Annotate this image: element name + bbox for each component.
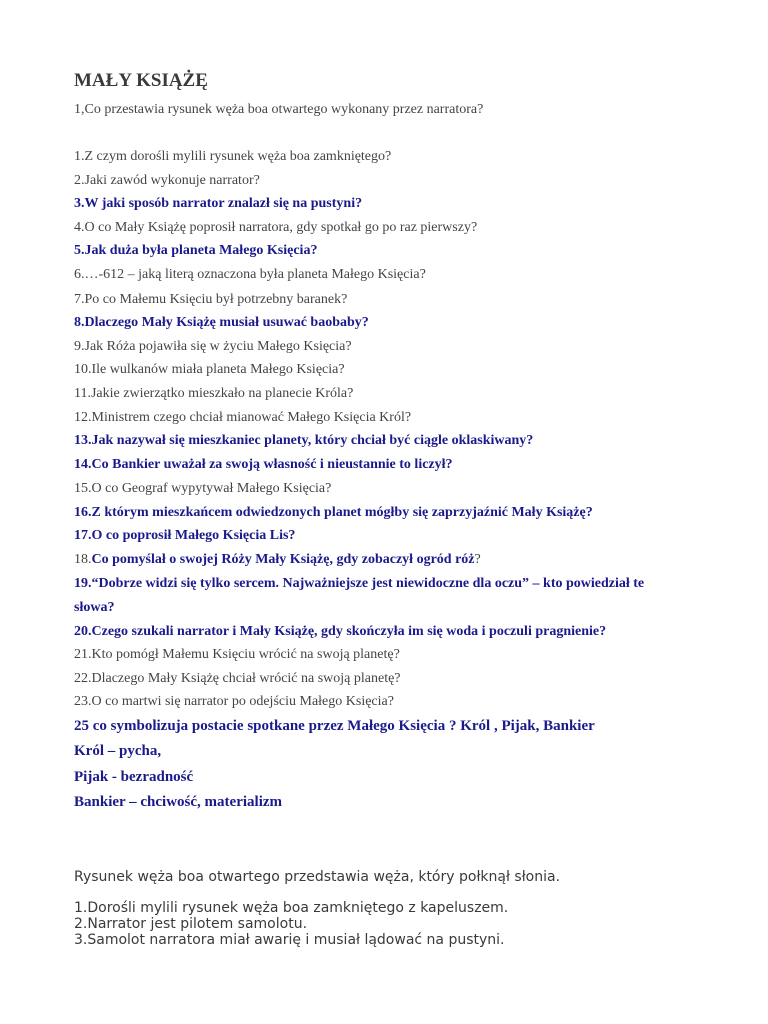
question-15: 15.O co Geograf wypytywał Małego Księcia? bbox=[74, 481, 332, 496]
symbol-krol: Król – pycha, bbox=[74, 743, 162, 759]
answer-intro: Rysunek węża boa otwartego przedstawia węża, który połknął słonia. bbox=[74, 869, 561, 885]
question-21: 21.Kto pomógł Małemu Księciu wrócić na swoją planetę? bbox=[74, 647, 400, 662]
question-2: 2.Jaki zawód wykonuje narrator? bbox=[74, 173, 260, 188]
question-18-text: Co pomyślał o swojej Róży Mały Książę, gdy zobaczył ogród róż bbox=[91, 552, 475, 567]
question-20: 20.Czego szukali narrator i Mały Książę, gdy skończyła im się woda i poczuli pragnienie? bbox=[74, 624, 607, 639]
question-17: 17.O co poprosił Małego Księcia Lis? bbox=[74, 528, 296, 543]
question-7: 7.Po co Małemu Księciu był potrzebny baranek? bbox=[74, 292, 348, 307]
answer-2: 2.Narrator jest pilotem samolotu. bbox=[74, 916, 308, 932]
question-18-number: 18. bbox=[74, 552, 92, 567]
question-12: 12.Ministrem czego chciał mianować Małego Księcia Król? bbox=[74, 410, 412, 425]
answer-1: 1.Dorośli mylili rysunek węża boa zamkniętego z kapeluszem. bbox=[74, 900, 509, 916]
page-title: MAŁY KSIĄŻĘ bbox=[74, 70, 208, 91]
question-19-line-2: słowa? bbox=[74, 600, 115, 615]
question-11: 11.Jakie zwierzątko mieszkało na planecie Króla? bbox=[74, 386, 354, 401]
question-16: 16.Z którym mieszkańcem odwiedzonych planet mógłby się zaprzyjaźnić Mały Książę? bbox=[74, 505, 593, 520]
question-18 bbox=[74, 548, 708, 572]
symbol-bankier: Bankier – chciwość, materializm bbox=[74, 794, 283, 810]
question-23: 23.O co martwi się narrator po odejściu Małego Księcia? bbox=[74, 694, 394, 709]
question-19-line-1: 19.“Dobrze widzi się tylko sercem. Najważniejsze jest niewidoczne dla oczu” – kto powiedział te bbox=[74, 576, 645, 591]
question-3: 3.W jaki sposób narrator znalazł się na pustyni? bbox=[74, 196, 363, 211]
question-4: 4.O co Mały Książę poprosił narratora, gdy spotkał go po raz pierwszy? bbox=[74, 220, 478, 235]
symbol-pijak: Pijak - bezradność bbox=[74, 769, 194, 785]
question-8: 8.Dlaczego Mały Książę musiał usuwać baobaby? bbox=[74, 315, 369, 330]
question-5: 5.Jak duża była planeta Małego Księcia? bbox=[74, 243, 318, 258]
question-18-end: ? bbox=[474, 552, 481, 567]
question-6: 6.…-612 – jaką literą oznaczona była planeta Małego Księcia? bbox=[74, 267, 426, 282]
question-1: 1.Z czym dorośli mylili rysunek węża boa zamkniętego? bbox=[74, 149, 392, 164]
question-9: 9.Jak Róża pojawiła się w życiu Małego Księcia? bbox=[74, 339, 352, 354]
answer-3: 3.Samolot narratora miał awarię i musiał lądować na pustyni. bbox=[74, 932, 505, 948]
question-13: 13.Jak nazywał się mieszkaniec planety, który chciał być ciągle oklaskiwany? bbox=[74, 433, 534, 448]
question-10: 10.Ile wulkanów miała planeta Małego Księcia? bbox=[74, 362, 345, 377]
question-25: 25 co symbolizuja postacie spotkane przez Małego Księcia ? Król , Pijak, Bankier bbox=[74, 718, 595, 734]
question-22: 22.Dlaczego Mały Książę chciał wrócić na swoją planetę? bbox=[74, 671, 401, 686]
intro-question: 1,Co przestawia rysunek węża boa otwartego wykonany przez narratora? bbox=[74, 102, 484, 117]
question-14: 14.Co Bankier uważał za swoją własność i nieustannie to liczył? bbox=[74, 457, 453, 472]
